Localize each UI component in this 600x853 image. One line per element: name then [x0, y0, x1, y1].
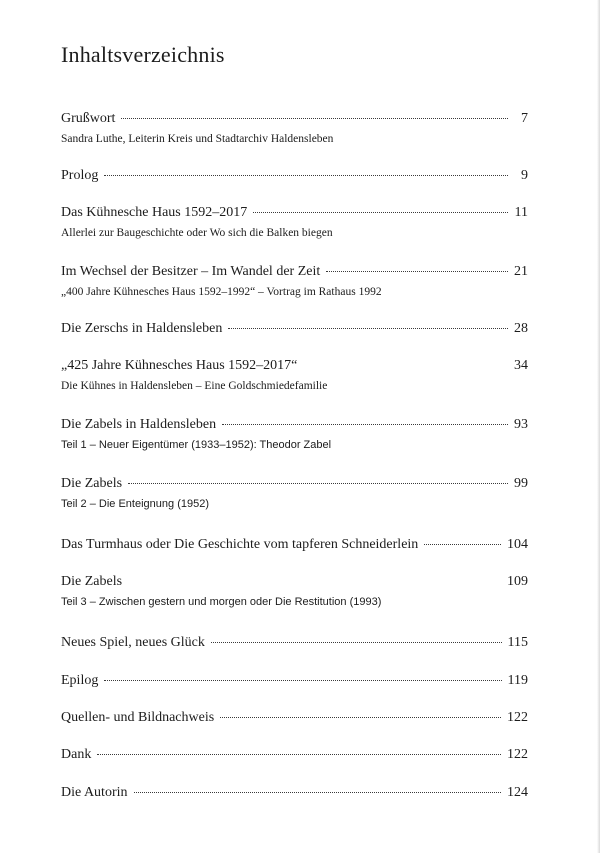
toc-entry-title: „425 Jahre Kühnesches Haus 1592–2017“	[61, 358, 298, 373]
toc-entry	[61, 709, 528, 727]
toc-entry-subtitle: Teil 1 – Neuer Eigentümer (1933–1952): Theodor Zabel	[61, 439, 332, 451]
toc-entry	[61, 416, 528, 453]
toc-entry-title: Die Zabels	[61, 574, 123, 589]
dot-leader	[228, 328, 508, 329]
toc-entry-page: 28	[514, 321, 528, 336]
toc-entry-page: 99	[514, 476, 528, 491]
toc-entry-page: 93	[514, 417, 528, 432]
toc-entry	[61, 536, 528, 554]
toc-entry-page: 9	[521, 168, 528, 183]
toc-entry-title: Die Zabels in Haldensleben	[61, 417, 217, 432]
toc-entry-subtitle: Teil 2 – Die Enteignung (1952)	[61, 498, 209, 510]
toc-entry	[61, 475, 528, 512]
toc-entry-title: Neues Spiel, neues Glück	[61, 635, 205, 650]
toc-entry-title: Epilog	[61, 673, 99, 688]
toc-entry-page: 109	[507, 574, 528, 589]
dot-leader	[128, 483, 508, 484]
dot-leader	[121, 118, 508, 119]
toc-entry	[61, 672, 528, 690]
toc-entry-subtitle: Die Kühnes in Haldensleben – Eine Goldschmiedefamilie	[61, 380, 328, 392]
toc-entry	[61, 167, 528, 185]
toc-entry-title: Die Zerschs in Haldensleben	[61, 321, 223, 336]
dot-leader	[104, 175, 508, 176]
dot-leader	[134, 792, 502, 793]
toc-entry-title: Das Turmhaus oder Die Geschichte vom tapferen Schneiderlein	[61, 537, 419, 552]
dot-leader	[253, 212, 508, 213]
toc-entry-page: 21	[514, 264, 528, 279]
toc-entry	[61, 263, 528, 300]
dot-leader	[222, 424, 508, 425]
toc-entry-subtitle: Sandra Luthe, Leiterin Kreis und Stadtarchiv Haldensleben	[61, 133, 334, 145]
toc-entry-title: Prolog	[61, 168, 99, 183]
toc-entry-title: Grußwort	[61, 111, 116, 126]
toc-entry	[61, 573, 528, 610]
toc-entry	[61, 357, 528, 394]
toc-entry-page: 115	[507, 635, 528, 650]
page-title: Inhaltsverzeichnis	[61, 42, 225, 67]
toc-entry-subtitle: Allerlei zur Baugeschichte oder Wo sich die Balken biegen	[61, 227, 333, 239]
toc-entry-subtitle: Teil 3 – Zwischen gestern und morgen oder Die Restitution (1993)	[61, 596, 382, 608]
toc-entry-title: Dank	[61, 747, 92, 762]
toc-entry	[61, 320, 528, 338]
toc-entry	[61, 110, 528, 147]
toc-entry-page: 7	[521, 111, 528, 126]
toc-entry	[61, 204, 528, 241]
toc-entry-page: 122	[507, 747, 528, 762]
toc-entry-page: 122	[507, 710, 528, 725]
toc-entry-subtitle: „400 Jahre Kühnesches Haus 1592–1992“ – Vortrag im Rathaus 1992	[61, 286, 382, 298]
toc-entry-title: Die Autorin	[61, 785, 128, 800]
dot-leader	[220, 717, 501, 718]
toc-entry-page: 119	[507, 673, 528, 688]
toc-entry-page: 104	[507, 537, 528, 552]
toc-entry-page: 11	[514, 205, 528, 220]
dot-leader	[97, 754, 501, 755]
toc-entry-page: 34	[514, 358, 528, 373]
toc-entry-title: Die Zabels	[61, 476, 123, 491]
dot-leader	[104, 680, 501, 681]
toc-entry-page: 124	[507, 785, 528, 800]
dot-leader	[326, 271, 508, 272]
toc-entry-title: Im Wechsel der Besitzer – Im Wandel der Zeit	[61, 264, 321, 279]
toc-entry	[61, 784, 528, 802]
toc-entry-title: Quellen- und Bildnachweis	[61, 710, 215, 725]
toc-entry	[61, 746, 528, 764]
dot-leader	[211, 642, 502, 643]
dot-leader	[424, 544, 501, 545]
toc-entry-title: Das Kühnesche Haus 1592–2017	[61, 205, 248, 220]
toc-entry	[61, 634, 528, 652]
